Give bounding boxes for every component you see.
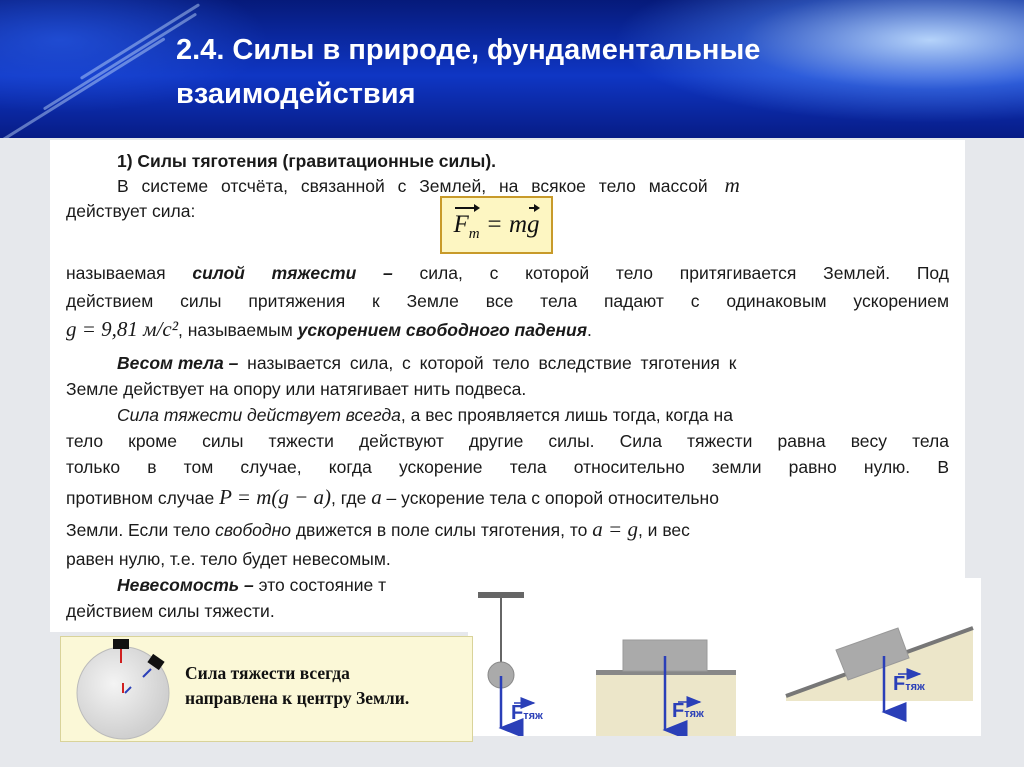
force-label-sub: тяж xyxy=(905,681,925,693)
top-body xyxy=(113,639,129,649)
earth-gravity-panel xyxy=(60,636,473,742)
term-free-fall: ускорением свободного падения xyxy=(297,320,588,340)
earth-diagram xyxy=(61,637,181,741)
text-span: В системе отсчёта, связанной с Землей, на всякое тело массой xyxy=(117,176,708,196)
text-line xyxy=(117,402,949,428)
force-diagrams xyxy=(468,578,981,736)
force-label-text: F xyxy=(893,673,906,695)
text-span: – ускорение тела с опорой относительно xyxy=(381,488,719,508)
term-always: Сила тяжести действует всегда xyxy=(117,405,401,425)
earth-caption-line-1: Сила тяжести всегда xyxy=(185,663,350,683)
light-streak xyxy=(0,37,166,138)
title-line-1: 2.4. Силы в природе, фундаментальные xyxy=(176,34,761,66)
text-line xyxy=(66,484,949,511)
text-line: равен нулю, т.е. тело будет невесомым. xyxy=(66,549,391,569)
ceiling-mount xyxy=(478,592,524,598)
term-weight: Весом тела – xyxy=(117,353,239,373)
text-line: Земле действует на опору или натягивает нить подвеса. xyxy=(66,379,527,399)
text-line xyxy=(117,350,949,376)
section-heading: 1) Силы тяготения (гравитационные силы). xyxy=(117,151,497,171)
force-label-text: F xyxy=(511,702,524,724)
force-label-text: F xyxy=(672,700,685,722)
text-span: движется в поле силы тяготения, то xyxy=(290,520,593,540)
text-span: называется сила, с которой тело вследствие тяготения к xyxy=(238,353,737,373)
force-label-2 xyxy=(672,700,704,723)
formula-gravity: $F_m$ = mg xyxy=(440,196,553,254)
text-span: . xyxy=(587,320,592,340)
text-line: действием силы притяжения к Земле все тела падают с одинаковым ускорением xyxy=(66,291,949,311)
text-span: , и вес xyxy=(637,520,690,540)
var-a: a xyxy=(371,485,382,509)
var-m: m xyxy=(724,173,740,197)
text-span: , называемым xyxy=(178,320,298,340)
slide-title xyxy=(176,28,936,116)
text-span: , где xyxy=(331,488,372,508)
force-label-3 xyxy=(893,673,925,696)
text-span: это состояние т xyxy=(253,575,387,595)
vector-f: $F_m$ xyxy=(453,198,479,261)
text-line xyxy=(66,260,949,286)
text-span: , а вес проявляется лишь тогда, когда на xyxy=(400,405,733,425)
force-label-sub: тяж xyxy=(684,708,704,720)
slide-header xyxy=(0,0,1024,138)
force-label-sub: тяж xyxy=(523,710,543,722)
document-scan xyxy=(50,140,965,632)
earth-caption xyxy=(185,661,470,711)
light-streak xyxy=(43,13,197,111)
text-line xyxy=(117,172,949,199)
formula-weight: P = m(g − a) xyxy=(219,485,332,509)
text-line: действует сила: xyxy=(66,201,196,221)
earth-caption-line-2: направлена к центру Земли. xyxy=(185,688,410,708)
text-line xyxy=(66,316,949,343)
formula-g: g = 9,81 м/с² xyxy=(66,317,179,341)
text-line: действием силы тяжести. xyxy=(66,601,275,621)
text-span: сила, с которой тело притягивается Землей. Под xyxy=(392,263,949,283)
force-diagrams-svg xyxy=(468,578,981,736)
force-label-1 xyxy=(511,702,543,725)
text-span: называемая xyxy=(66,263,193,283)
term-gravity-force: силой тяжести – xyxy=(192,263,393,283)
text-line xyxy=(66,516,949,543)
vector-g: g xyxy=(527,198,540,252)
text-line: тело кроме силы тяжести действуют другие силы. Сила тяжести равна весу тела xyxy=(66,431,949,451)
formula-a-equals-g: a = g xyxy=(592,517,638,541)
title-line-2: взаимодействия xyxy=(176,78,416,110)
text-span: противном случае xyxy=(66,488,220,508)
text-span: Земли. Если тело xyxy=(66,520,216,540)
term-freely: свободно xyxy=(215,520,291,540)
text-line: только в том случае, когда ускорение тела относительно земли равно нулю. В xyxy=(66,457,949,477)
term-weightlessness: Невесомость – xyxy=(117,575,254,595)
